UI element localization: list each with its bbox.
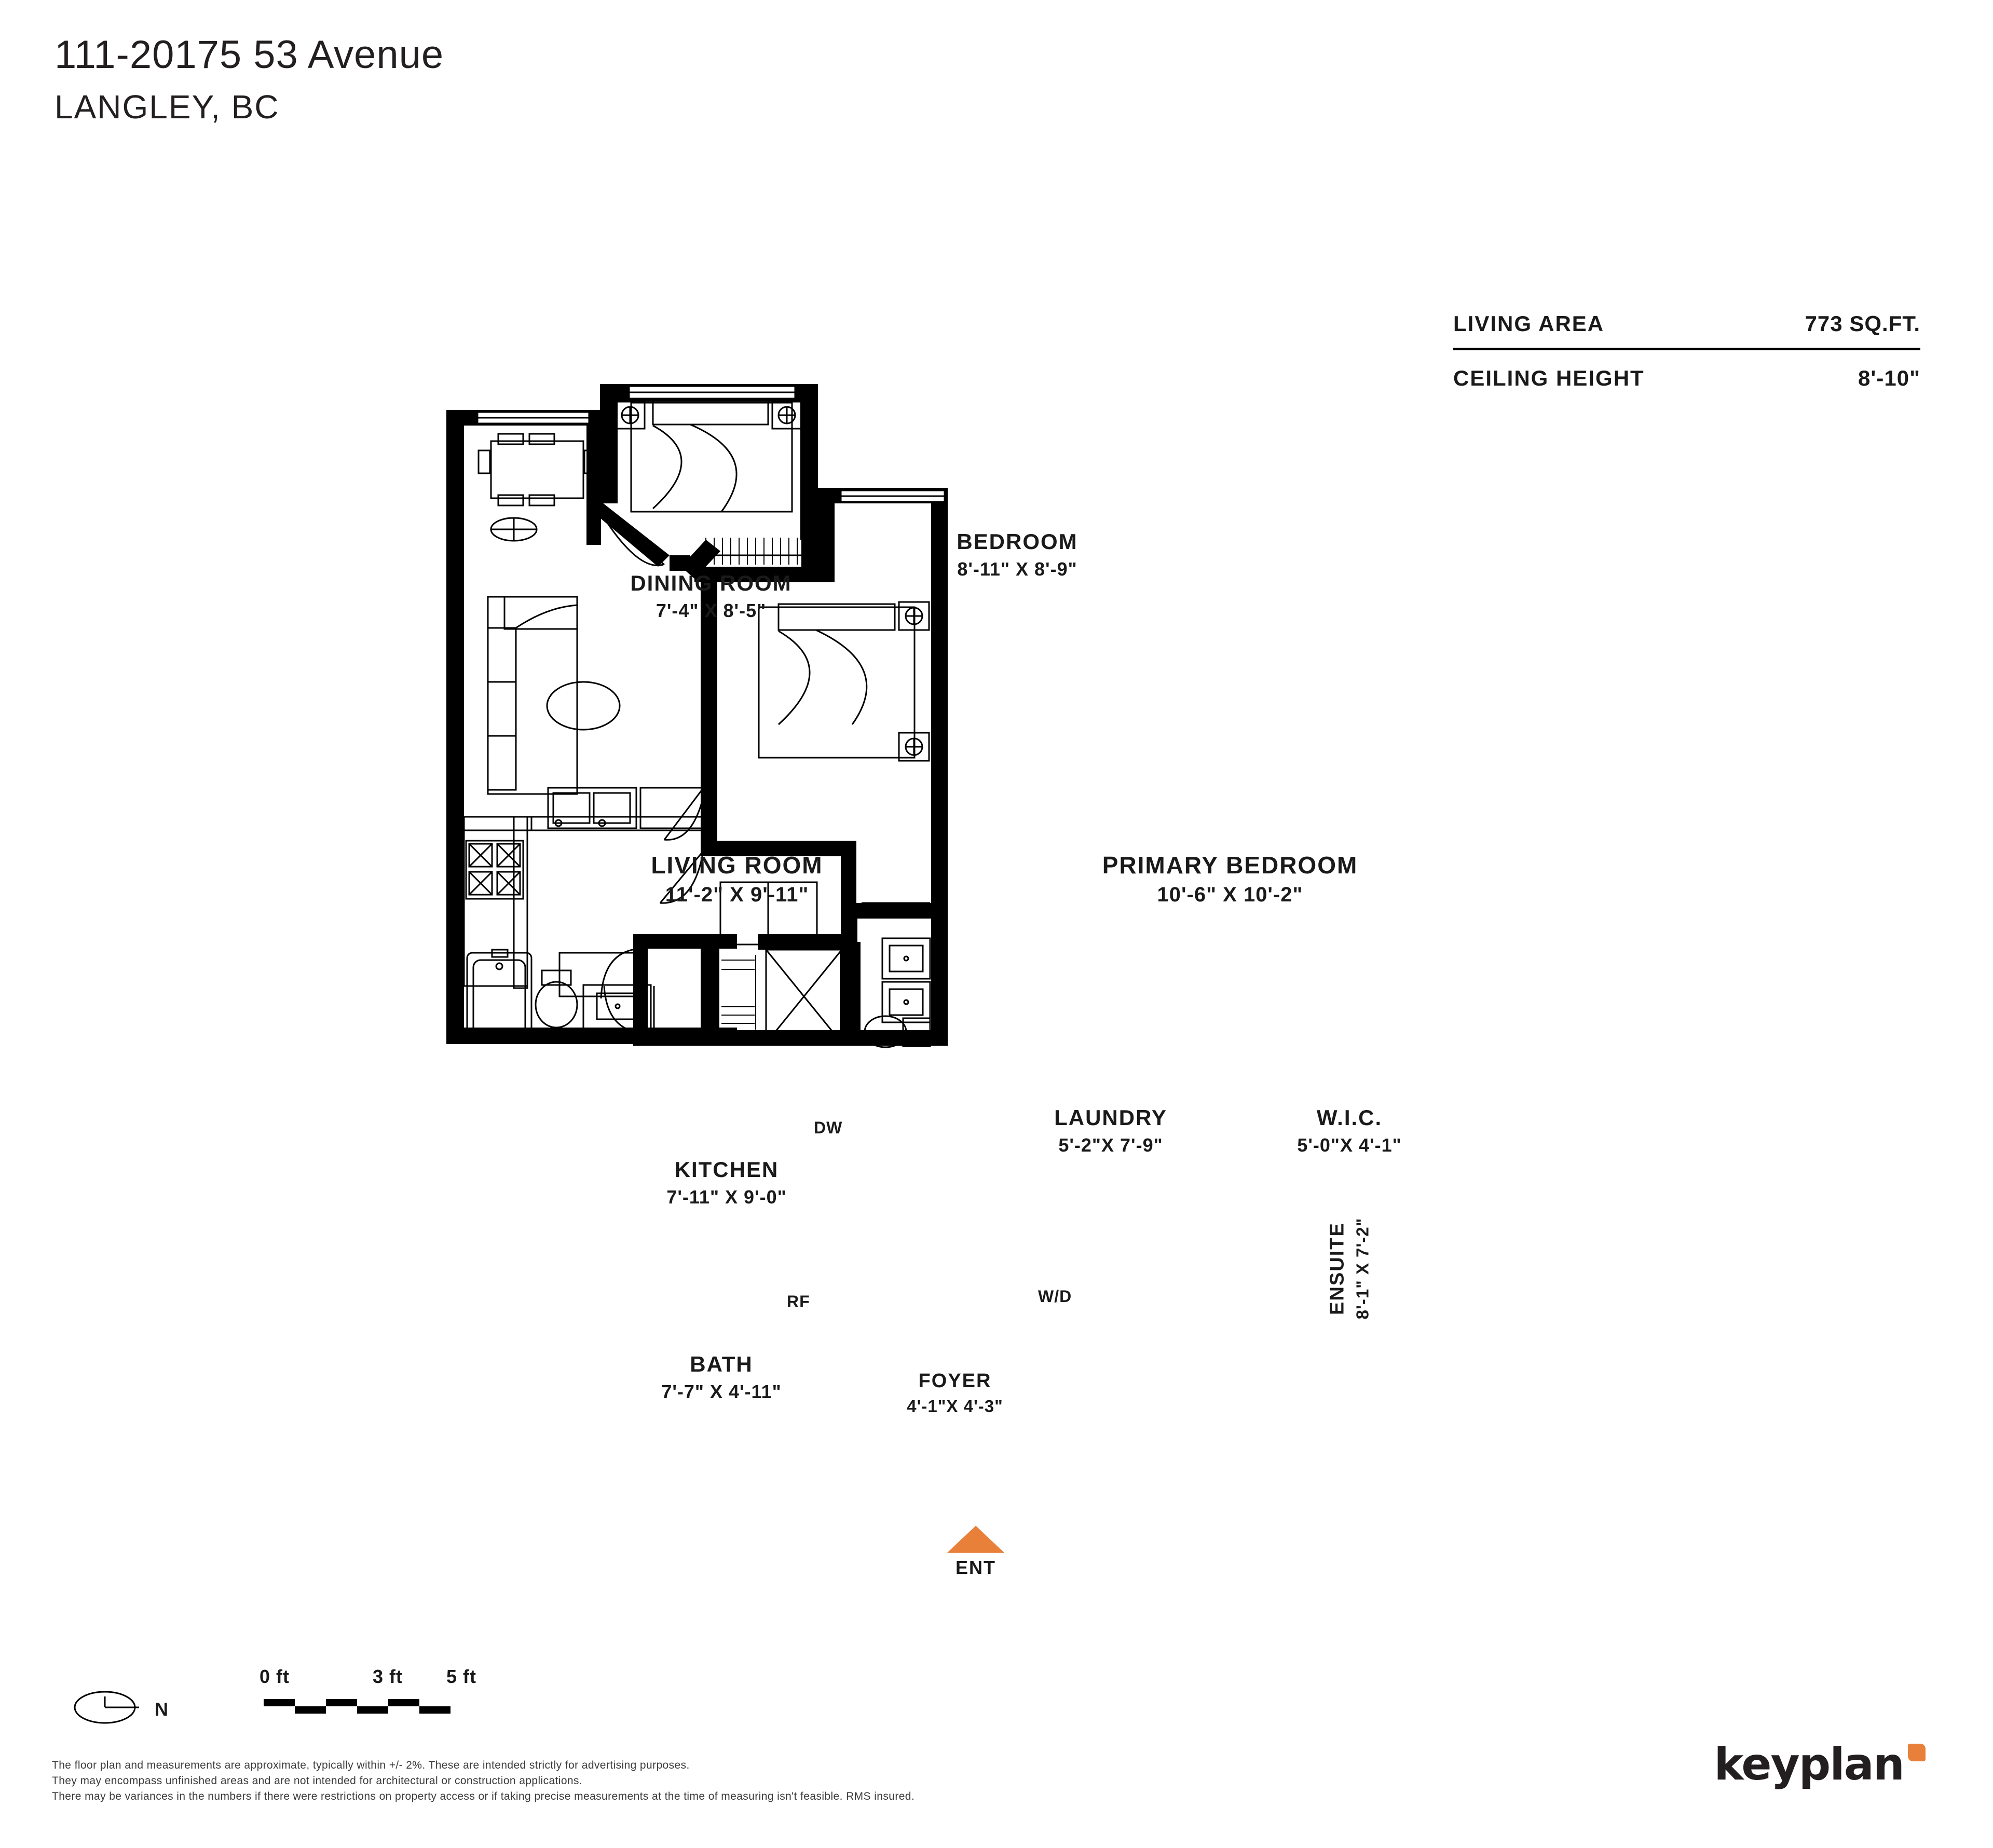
disclaimer-line-1: The floor plan and measurements are approximate, typically within +/- 2%. These are intended strictly for advertising purposes. <box>52 1759 690 1771</box>
living-area-value: 773 SQ.FT. <box>1805 311 1920 336</box>
living-furniture <box>488 597 620 794</box>
washer-dryer-label: W/D <box>1038 1287 1072 1306</box>
keyplan-logo <box>1714 1739 1926 1790</box>
disclaimer-line-3: There may be variances in the numbers if there were restrictions on property access or if taking precise measurements at the time of measuring isn't feasible. RMS insured. <box>52 1790 915 1802</box>
ceiling-height-value: 8'-10" <box>1858 366 1920 390</box>
wall-mass <box>446 384 948 1046</box>
scale-bar <box>260 1666 529 1720</box>
scale-bar-graphic <box>260 1692 529 1718</box>
linen-closet <box>721 955 756 1030</box>
refrigerator-label: RF <box>787 1292 810 1311</box>
scale-tick-0: 0 ft <box>260 1666 290 1687</box>
dishwasher-label: DW <box>814 1118 843 1137</box>
entry-label: ENT <box>955 1557 996 1578</box>
entry-marker <box>929 1526 1022 1579</box>
room-label-bath: BATH 7'-7" X 4'-11" <box>661 1352 782 1402</box>
logo-mark-icon <box>1908 1744 1926 1761</box>
entry-arrow-icon <box>947 1526 1004 1553</box>
room-label-kitchen: KITCHEN 7'-11" X 9'-0" <box>666 1157 787 1208</box>
room-label-dining-room: DINING ROOM 7'-4" X 8'-5" <box>630 571 792 621</box>
living-area-label: LIVING AREA <box>1453 311 1605 336</box>
compass-icon <box>73 1684 187 1731</box>
room-label-laundry: LAUNDRY 5'-2"X 7'-9" <box>1054 1105 1167 1156</box>
spec-divider <box>1453 348 1920 350</box>
room-label-wic: W.I.C. 5'-0"X 4'-1" <box>1297 1105 1402 1156</box>
room-label-ensuite: ENSUITE 8'-1" X 7'-2" <box>1326 1217 1372 1320</box>
primary-bedroom-furniture <box>759 602 929 761</box>
disclaimer <box>52 1759 1298 1806</box>
room-label-living-room: LIVING ROOM 11'-2" X 9'-11" <box>651 852 823 906</box>
disclaimer-line-2: They may encompass unfinished areas and are not intended for architectural or construction applications. <box>52 1775 583 1787</box>
compass <box>73 1684 187 1733</box>
compass-north-label: N <box>155 1699 168 1720</box>
logo-text: keyplan <box>1714 1739 1904 1790</box>
scale-tick-2: 5 ft <box>446 1666 476 1687</box>
dining-furniture <box>479 434 596 541</box>
room-label-primary-bedroom: PRIMARY BEDROOM 10'-6" X 10'-2" <box>1102 852 1358 906</box>
room-label-bedroom: BEDROOM 8'-11" X 8'-9" <box>957 529 1078 580</box>
living-area-row <box>1453 311 1920 336</box>
scale-tick-1: 3 ft <box>373 1666 403 1687</box>
shower <box>766 950 842 1043</box>
ceiling-height-label: CEILING HEIGHT <box>1453 366 1645 390</box>
title-block <box>54 32 444 126</box>
room-label-foyer: FOYER 4'-1"X 4'-3" <box>907 1370 1003 1416</box>
page-subtitle: LANGLEY, BC <box>54 88 280 126</box>
page-title: 111-20175 53 Avenue <box>54 33 444 77</box>
spec-block <box>1453 311 1920 391</box>
